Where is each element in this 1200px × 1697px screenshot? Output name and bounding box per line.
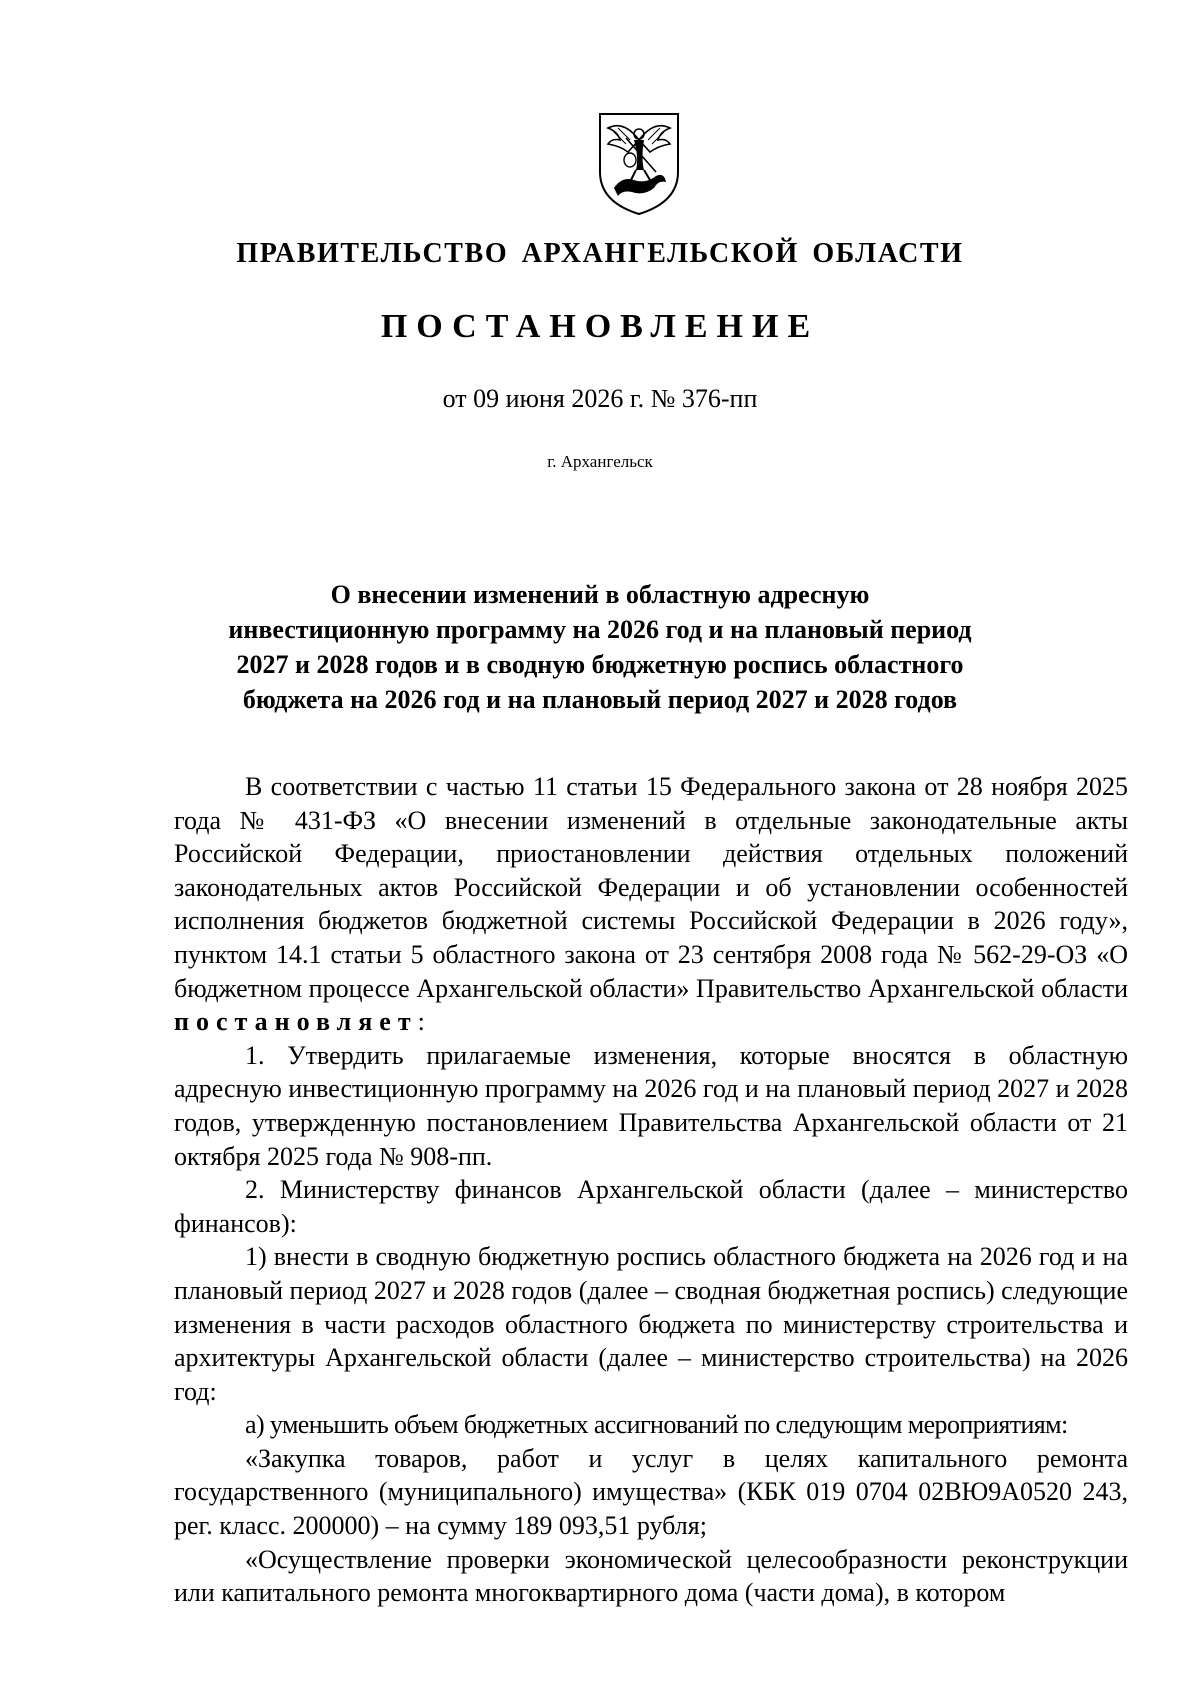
document-type: ПОСТАНОВЛЕНИЕ [380,308,820,345]
item-2-paragraph: 2. Министерству финансов Архангельской области (далее – министерство финансов): [174,1175,1128,1238]
measure-2-paragraph: «Осуществление проверки экономической целесообразности реконструкции или капитального ремонта многоквартирного дома (части дома), в котором [174,1544,1128,1608]
arkhangelsk-coat-of-arms-icon [596,110,682,218]
preamble-text: В соответствии с частью 11 статьи 15 Федерального закона от 28 ноября 2025 года № 431-ФЗ «О внесении изменений в отдельные законодательные акты Российской Федерации, приостановлении действия отдельных положений законодательных актов Российской Федерации и об установлении особенностей исполнения бюджетов бюджетной системы Российской Федерации в 2026 году», пунктом 14.1 статьи 5 областного закона от 23 сентября 2008 года № 562-29-ОЗ «О бюджетном процессе Архангельской области» Правительство Архангельской области [174,772,1128,1003]
preamble-paragraph [174,770,1128,1039]
measure-1-paragraph: «Закупка товаров, работ и услуг в целях капитального ремонта государственного (муниципального) имущества» (КБК 019 0704 02ВЮ9А0520 243, рег. класс. 200000) – на сумму 189 093,51 рубля; [174,1443,1128,1541]
item-1-paragraph: 1. Утвердить прилагаемые изменения, которые вносятся в областную адресную инвестиционную программу на 2026 год и на плановый период 2027 и 2028 годов, утвержденную постановлением Правительства Архангельской области от 21 октября 2025 года № 908-пп. [174,1040,1128,1171]
organization-name: ПРАВИТЕЛЬСТВО АРХАНГЕЛЬСКОЙ ОБЛАСТИ [236,238,964,269]
resolves-suffix: : [417,1007,425,1037]
item-2-1-a-paragraph: а) уменьшить объем бюджетных ассигнований по следующим мероприятиям: [245,1410,1068,1440]
title-line: инвестиционную программу на 2026 год и на плановый период [228,615,972,644]
resolves-word: постановляет [174,1007,418,1037]
title-line: бюджета на 2026 год и на плановый период 2027 и 2028 годов [242,685,958,714]
item-2-1-paragraph: 1) внести в сводную бюджетную роспись областного бюджета на 2026 год и на плановый период 2027 и 2028 годов (далее – сводная бюджетная роспись) следующие изменения в части расходов областного бюджета по министерству строительства и архитектуры Архангельской области (далее – министерство строительства) на 2026 год: [174,1242,1128,1406]
title-line: О внесении изменений в областную адресную [330,580,870,609]
document-city: г. Архангельск [547,452,653,471]
document-body [174,770,1128,1610]
title-line: 2027 и 2028 годов и в сводную бюджетную роспись областного [236,650,964,679]
document-title [220,577,980,717]
document-date-number: от 09 июня 2026 г. № 376-пп [442,384,758,413]
